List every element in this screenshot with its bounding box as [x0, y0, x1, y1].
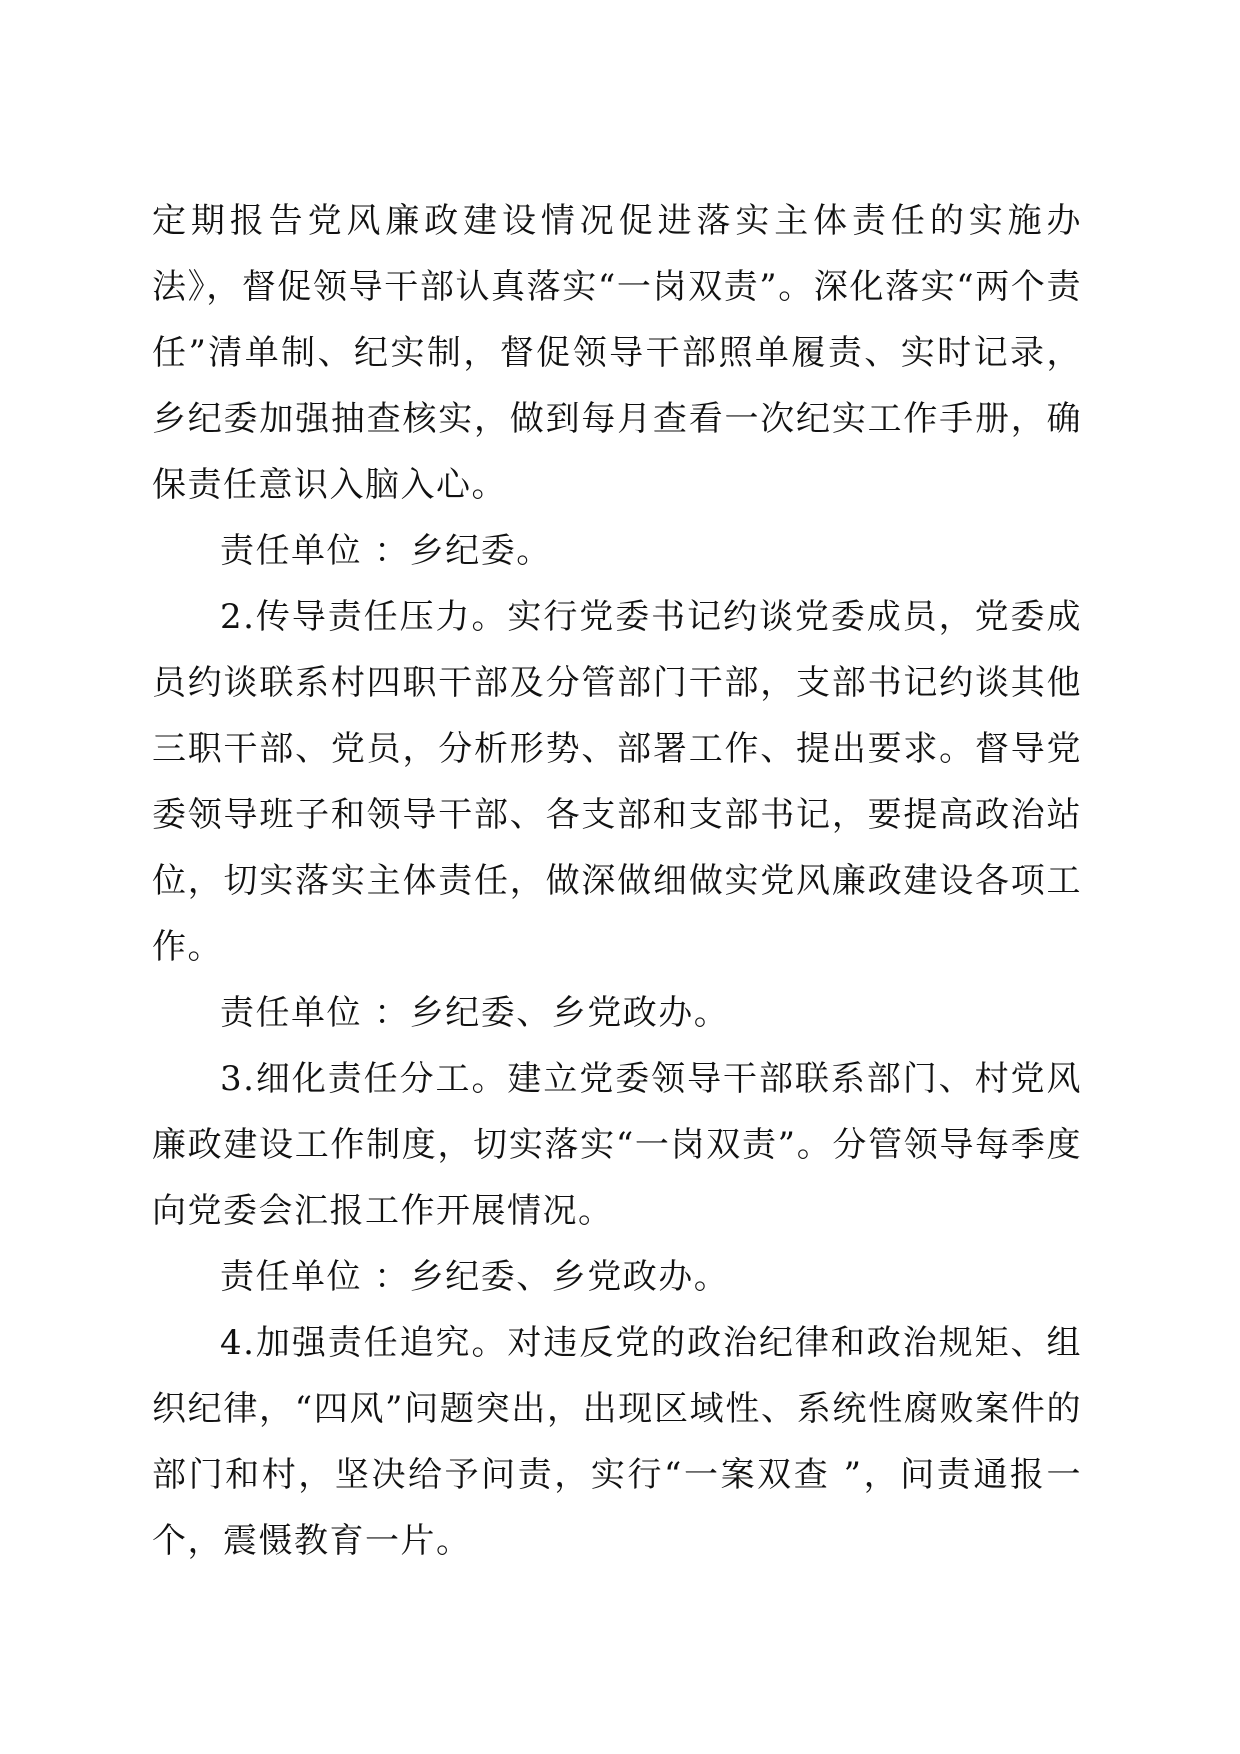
responsible-unit-1: 责任单位 ：乡纪委。: [220, 531, 552, 571]
responsible-unit-3: 责任单位 ：乡纪委、乡党政办。: [220, 1257, 730, 1297]
paragraph-item-4: 4.加强责任追究。对违反党的政治纪律和政治规矩、组织纪律，“四风”问题突出，出现区域性、系统性腐败案件的部门和村，坚决给予问责，实行“一案双查 ”，问责通报一个，震慑教育一片。: [152, 1323, 1082, 1561]
document-body: [152, 188, 1082, 1574]
paragraph-item-3: 3.细化责任分工。建立党委领导干部联系部门、村党风廉政建设工作制度，切实落实“一岗双责”。分管领导每季度向党委会汇报工作开展情况。: [152, 1059, 1082, 1231]
responsible-unit-2: 责任单位 ：乡纪委、乡党政办。: [220, 993, 730, 1033]
paragraph-item-2: 2.传导责任压力。实行党委书记约谈党委成员，党委成员约谈联系村四职干部及分管部门干部，支部书记约谈其他三职干部、党员，分析形势、部署工作、提出要求。督导党委领导班子和领导干部、各支部和支部书记，要提高政治站位，切实落实主体责任，做深做细做实党风廉政建设各项工作。: [152, 597, 1082, 967]
paragraph-continuation: 定期报告党风廉政建设情况促进落实主体责任的实施办法》，督促领导干部认真落实“一岗双责”。深化落实“两个责任”清单制、纪实制，督促领导干部照单履责、实时记录，乡纪委加强抽查核实，做到每月查看一次纪实工作手册，确保责任意识入脑入心。: [152, 201, 1082, 505]
